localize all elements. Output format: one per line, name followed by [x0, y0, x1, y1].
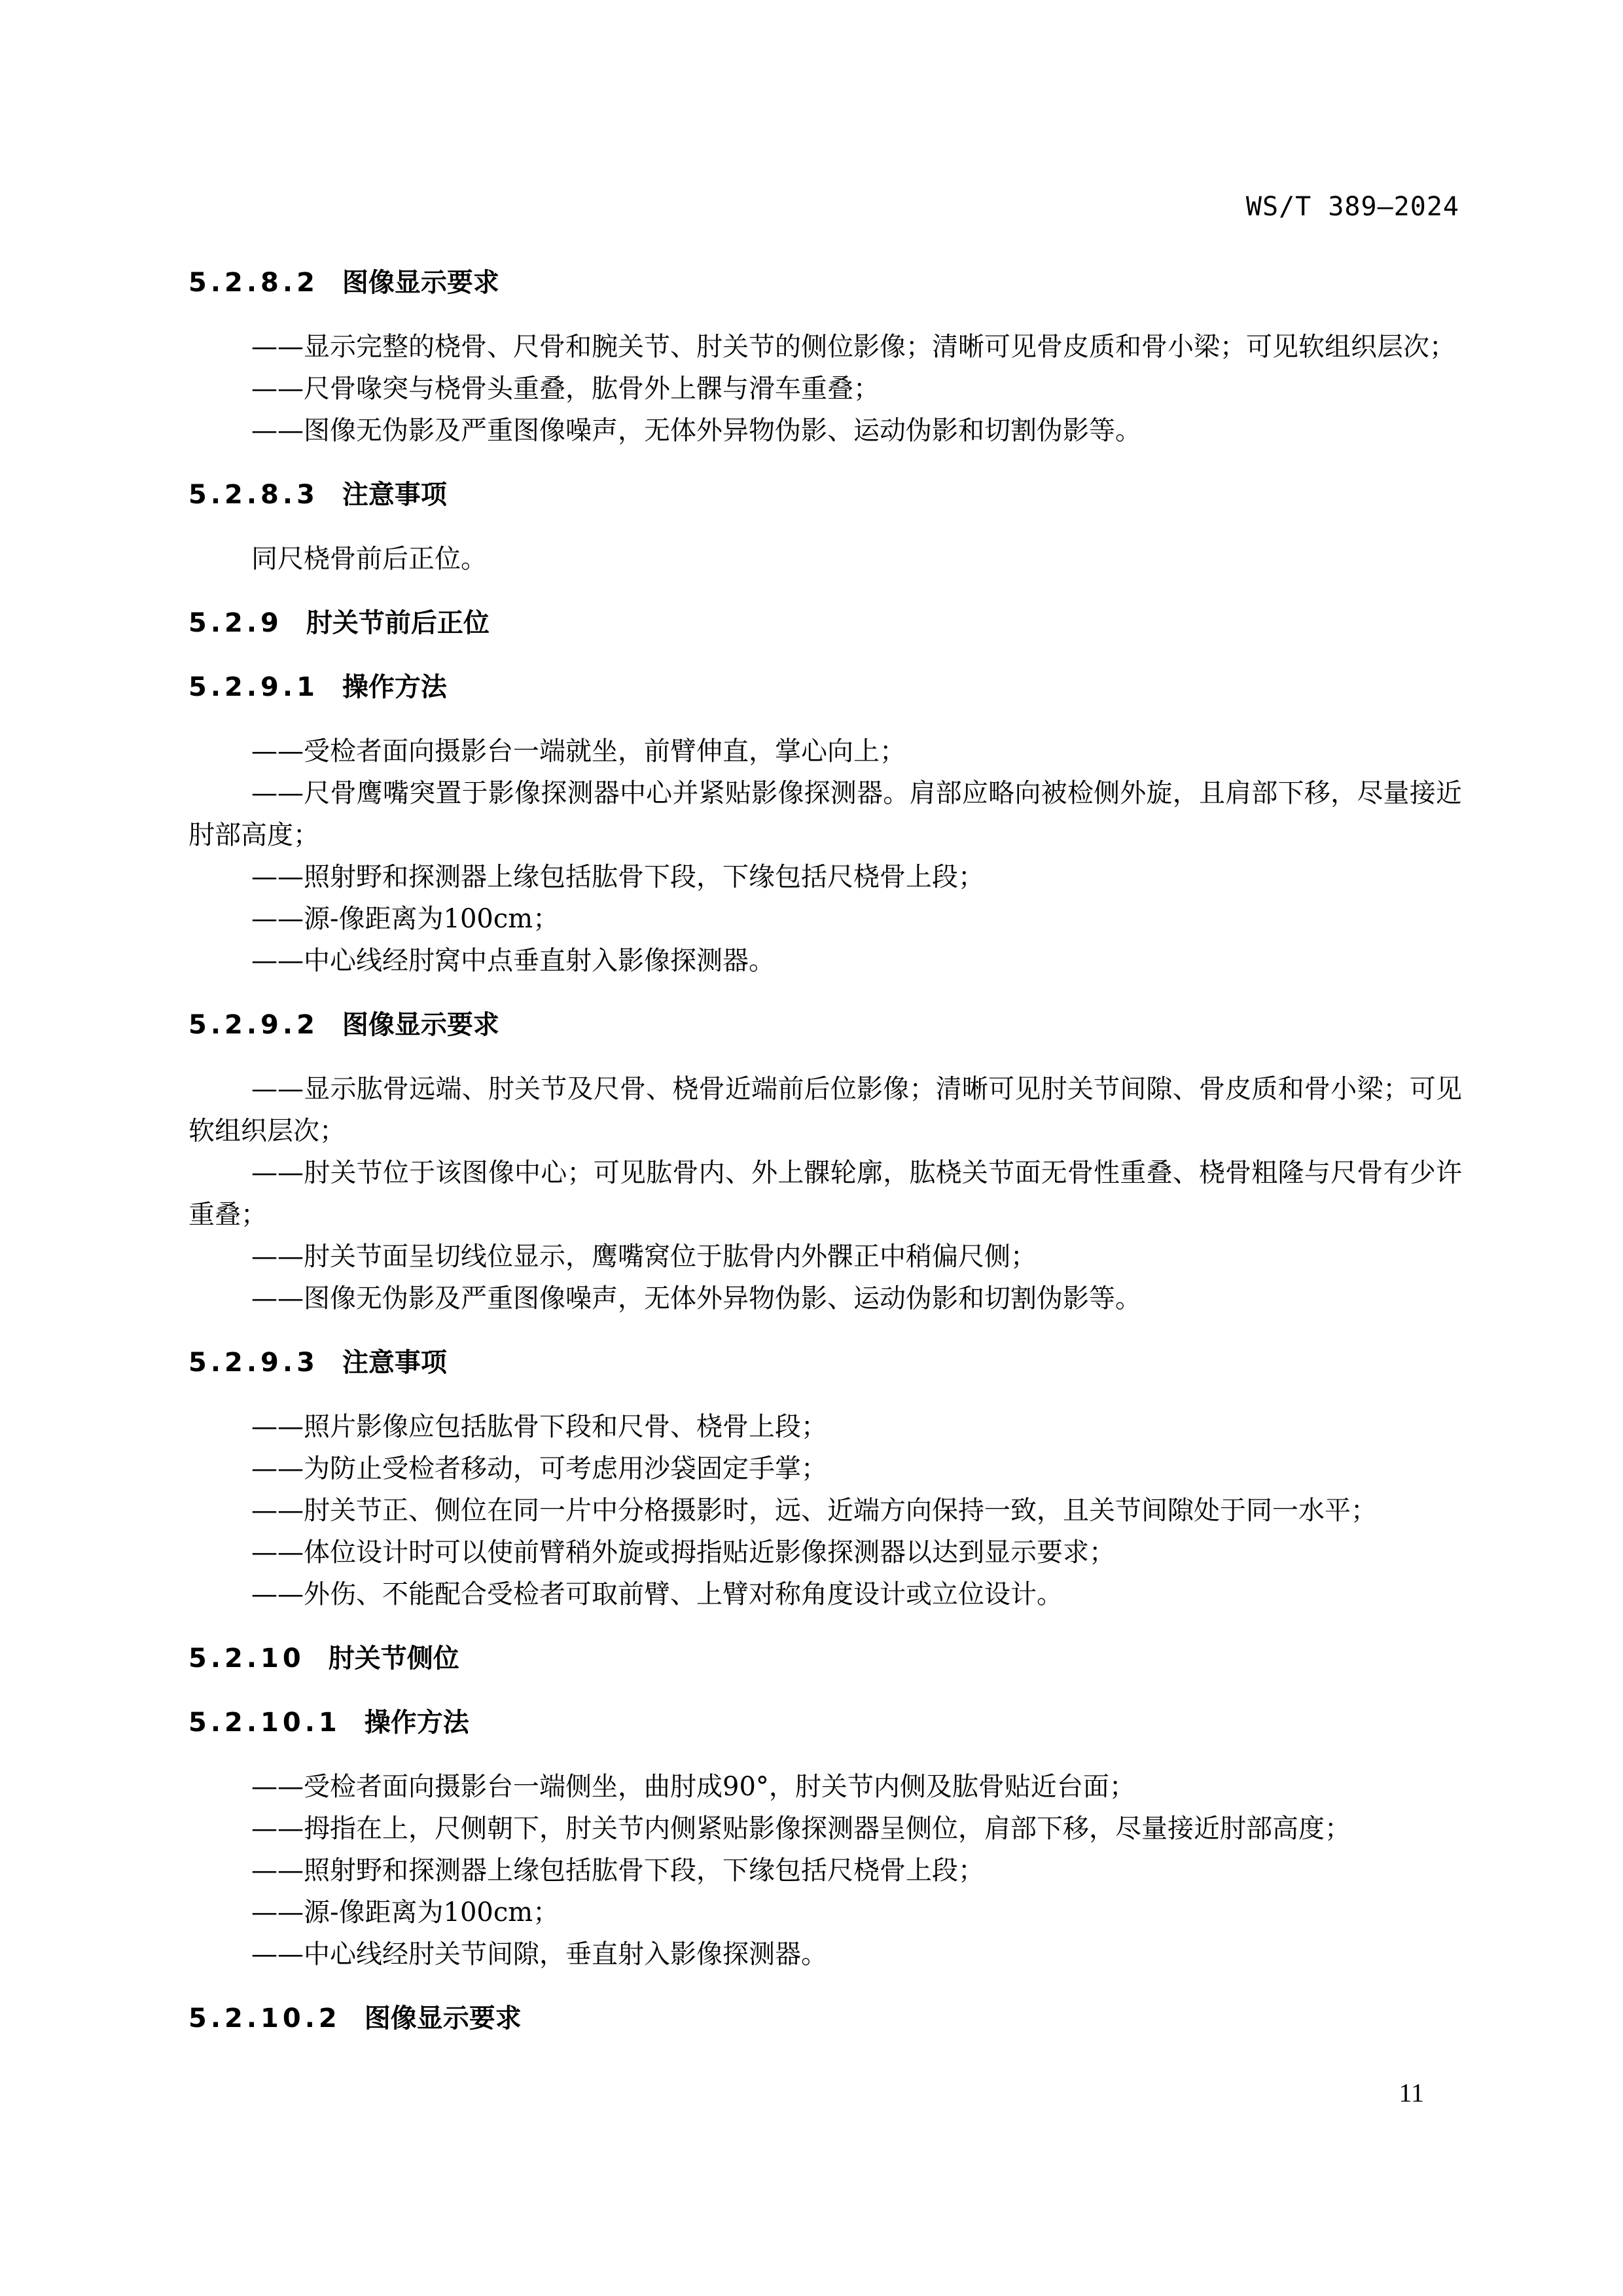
section-number: 5.2.10 — [188, 1643, 305, 1674]
list-item: ——受检者面向摄影台一端侧坐，曲肘成90°，肘关节内侧及肱骨贴近台面； — [251, 1772, 1135, 1802]
section-number: 5.2.9.3 — [188, 1348, 319, 1378]
section-heading-5-2-8-2 — [188, 262, 1462, 304]
list-item: ——拇指在上，尺侧朝下，肘关节内侧紧贴影像探测器呈侧位，肩部下移，尽量接近肘部高度； — [251, 1814, 1351, 1844]
list-item: ——图像无伪影及严重图像噪声，无体外异物伪影、运动伪影和切割伪影等。 — [251, 416, 1141, 446]
section-number: 5.2.8.3 — [188, 480, 319, 510]
section-heading-5-2-8-3 — [188, 474, 1462, 516]
list-item: ——外伤、不能配合受检者可取前臂、上臂对称角度设计或立位设计。 — [251, 1579, 1063, 1609]
section-title: 图像显示要求 — [342, 268, 499, 298]
list-item: ——照射野和探测器上缘包括肱骨下段，下缘包括尺桡骨上段； — [251, 862, 984, 892]
list-item: ——显示肱骨远端、肘关节及尺骨、桡骨近端前后位影像；清晰可见肘关节间隙、骨皮质和骨小梁；可见软组织层次； — [188, 1074, 1462, 1146]
list-item: ——显示完整的桡骨、尺骨和腕关节、肘关节的侧位影像；清晰可见骨皮质和骨小梁；可见软组织层次； — [251, 332, 1455, 362]
section-heading-5-2-9-2 — [188, 1004, 1462, 1046]
section-heading-5-2-10 — [188, 1638, 1462, 1679]
section-heading-5-2-9-3 — [188, 1342, 1462, 1384]
list-item: ——尺骨鹰嘴突置于影像探测器中心并紧贴影像探测器。肩部应略向被检侧外旋，且肩部下移，尽量接近肘部高度； — [188, 778, 1462, 850]
section-title: 操作方法 — [342, 672, 447, 702]
section-title: 注意事项 — [342, 1348, 447, 1378]
section-title: 图像显示要求 — [342, 1010, 499, 1040]
section-title: 肘关节侧位 — [328, 1643, 459, 1674]
list-item: ——肘关节正、侧位在同一片中分格摄影时，远、近端方向保持一致，且关节间隙处于同一水平； — [251, 1496, 1377, 1526]
list-item: ——源-像距离为100cm； — [251, 904, 560, 934]
section-title: 肘关节前后正位 — [306, 608, 490, 638]
list-item: ——照射野和探测器上缘包括肱骨下段，下缘包括尺桡骨上段； — [251, 1856, 984, 1886]
section-heading-5-2-9 — [188, 602, 1462, 644]
page-number: 11 — [1399, 2078, 1424, 2108]
list-item: ——中心线经肘窝中点垂直射入影像探测器。 — [251, 946, 775, 976]
list-item: ——体位设计时可以使前臂稍外旋或拇指贴近影像探测器以达到显示要求； — [251, 1537, 1115, 1568]
document-code: WS/T 389—2024 — [1245, 192, 1459, 222]
section-number: 5.2.10.1 — [188, 1708, 341, 1738]
section-number: 5.2.9 — [188, 608, 283, 638]
section-title: 操作方法 — [364, 1708, 469, 1738]
list-item: ——图像无伪影及严重图像噪声，无体外异物伪影、运动伪影和切割伪影等。 — [251, 1283, 1141, 1314]
list-item: ——照片影像应包括肱骨下段和尺骨、桡骨上段； — [251, 1412, 827, 1442]
paragraph: 同尺桡骨前后正位。 — [251, 544, 487, 574]
section-number: 5.2.9.2 — [188, 1010, 319, 1040]
page-content — [188, 262, 1462, 2039]
section-number: 5.2.10.2 — [188, 2003, 341, 2034]
section-title: 注意事项 — [342, 480, 447, 510]
section-title: 图像显示要求 — [364, 2003, 522, 2034]
section-number: 5.2.9.1 — [188, 672, 319, 702]
list-item: ——中心线经肘关节间隙，垂直射入影像探测器。 — [251, 1939, 827, 1969]
section-number: 5.2.8.2 — [188, 268, 319, 298]
list-item: ——肘关节面呈切线位显示，鹰嘴窝位于肱骨内外髁正中稍偏尺侧； — [251, 1242, 1037, 1272]
section-heading-5-2-10-2 — [188, 1998, 1462, 2039]
list-item: ——受检者面向摄影台一端就坐，前臂伸直，掌心向上； — [251, 736, 906, 766]
list-item: ——肘关节位于该图像中心；可见肱骨内、外上髁轮廓，肱桡关节面无骨性重叠、桡骨粗隆与尺骨有少许重叠； — [188, 1158, 1462, 1230]
section-heading-5-2-10-1 — [188, 1702, 1462, 1744]
list-item: ——源-像距离为100cm； — [251, 1897, 560, 1928]
list-item: ——为防止受检者移动，可考虑用沙袋固定手掌； — [251, 1454, 827, 1484]
list-item: ——尺骨喙突与桡骨头重叠，肱骨外上髁与滑车重叠； — [251, 374, 880, 404]
section-heading-5-2-9-1 — [188, 666, 1462, 708]
